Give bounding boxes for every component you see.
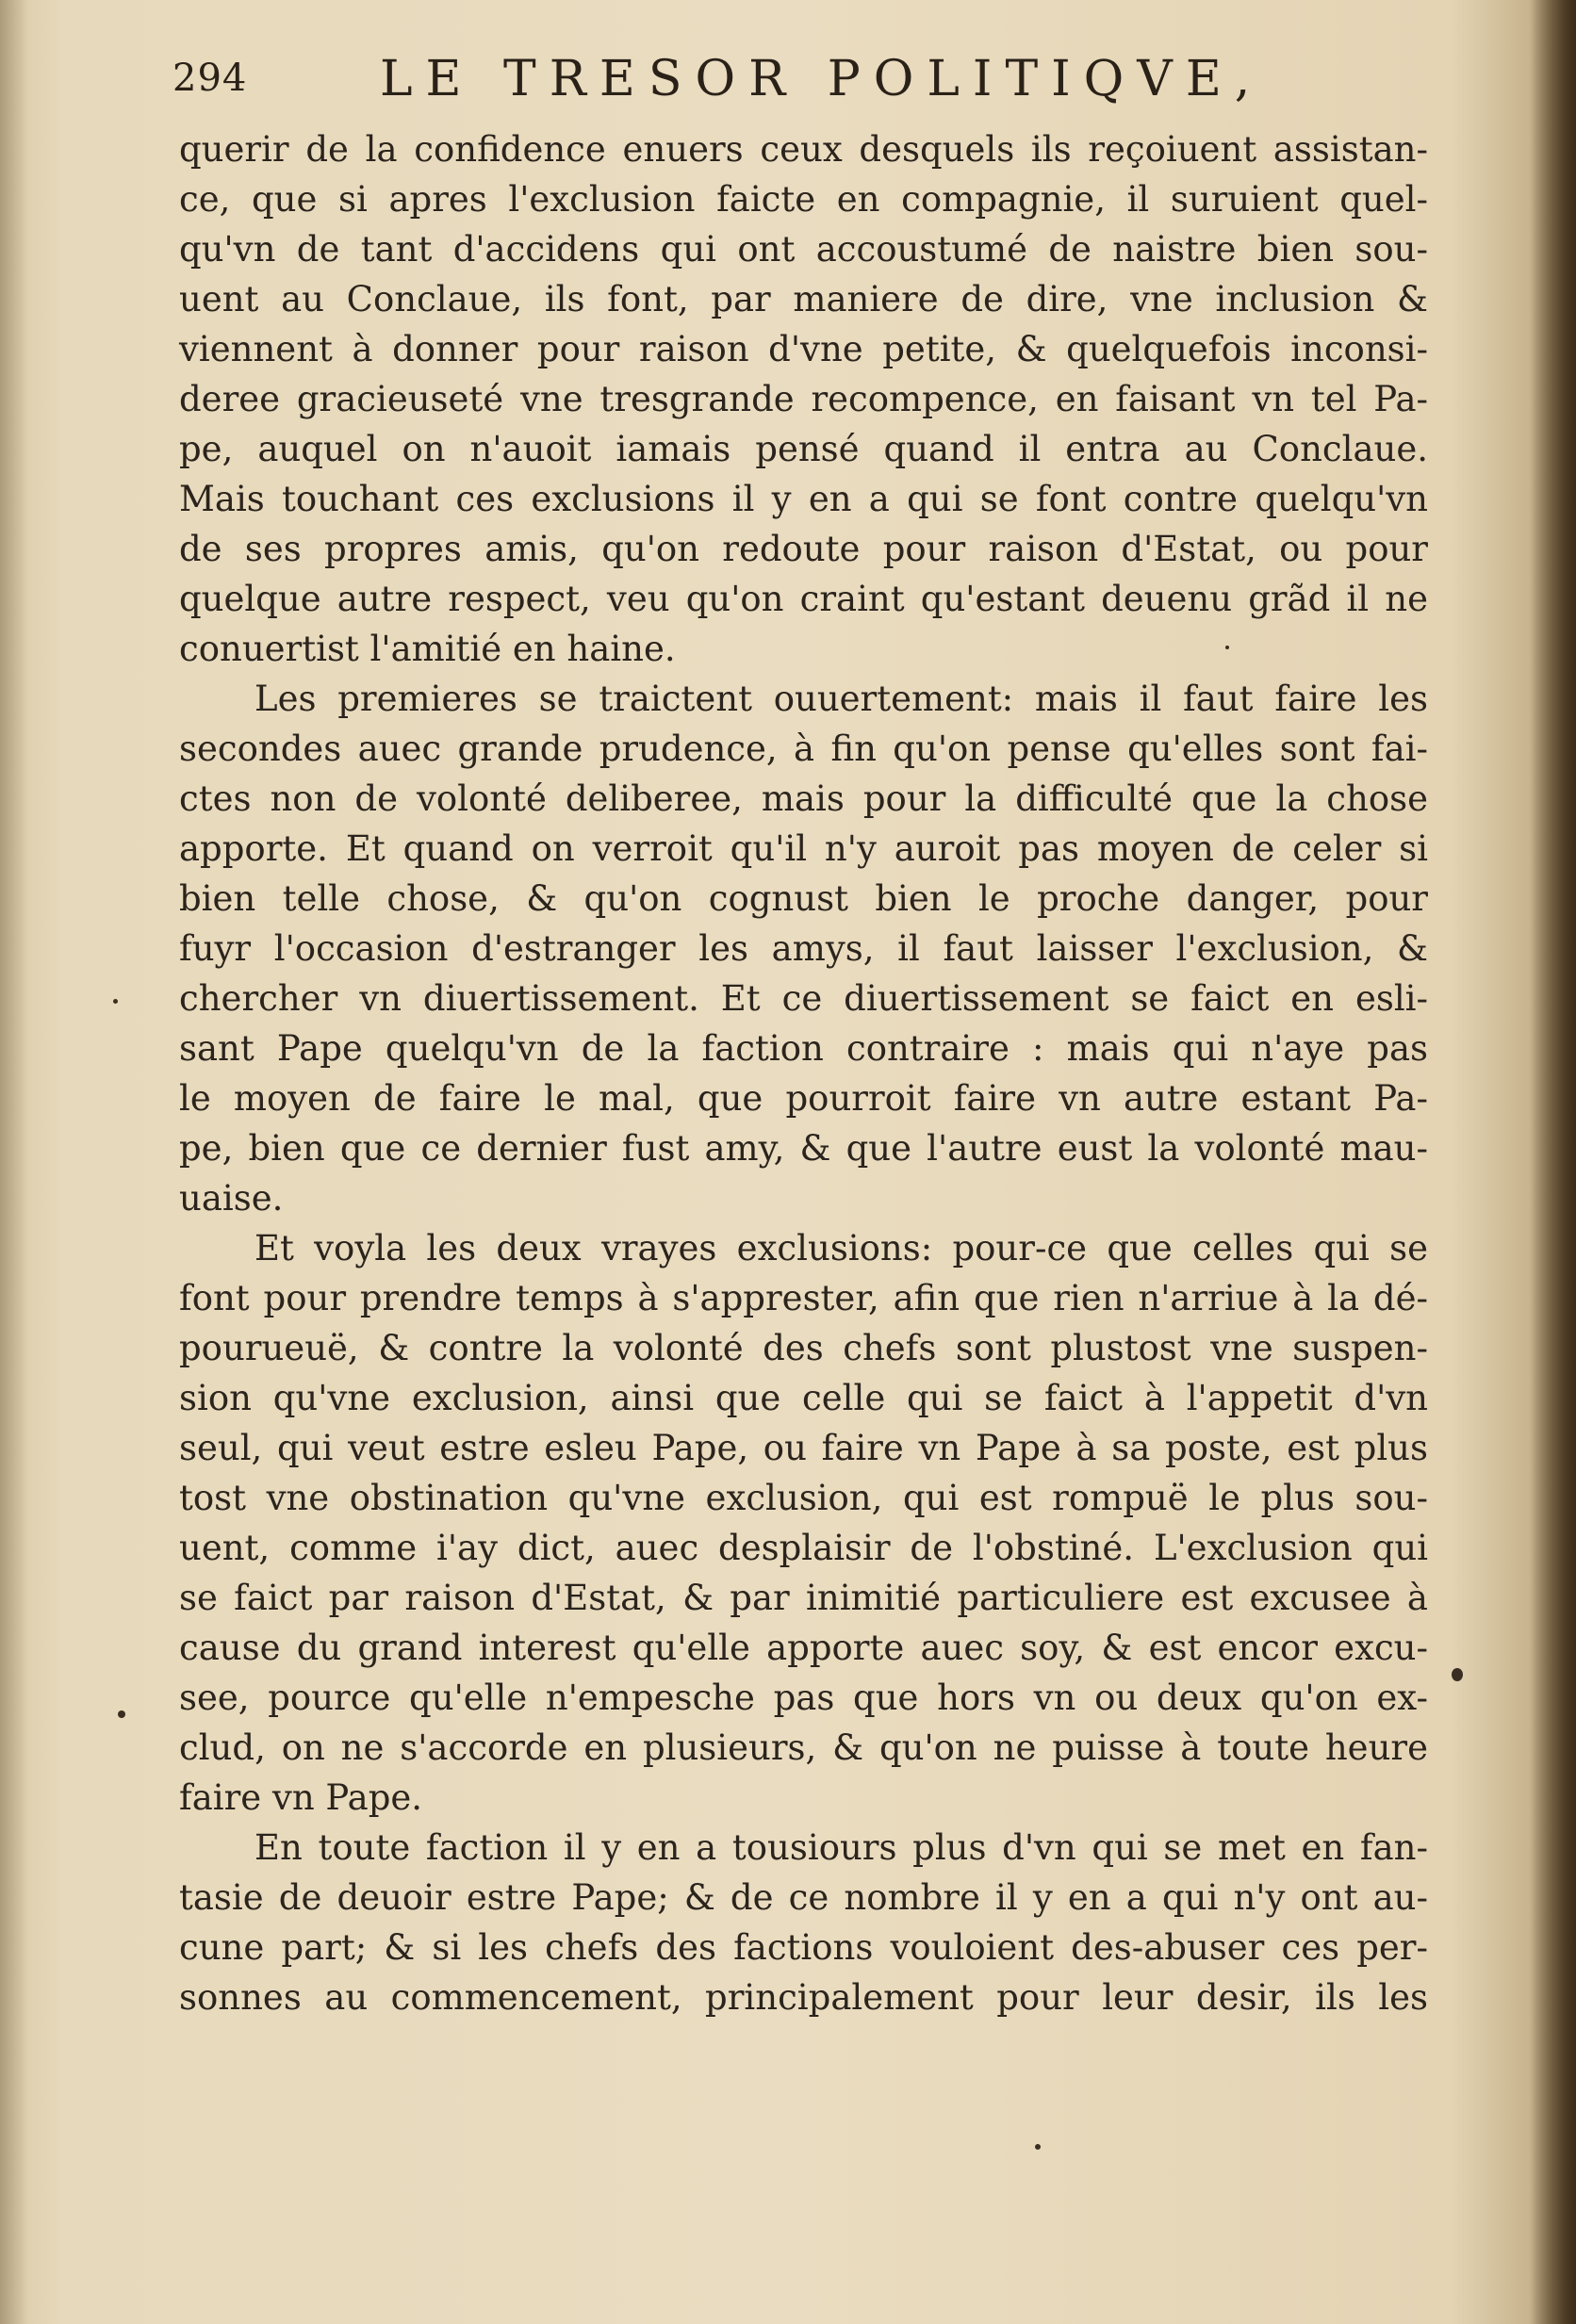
text-line: seul, qui veut estre esleu Pape, ou faire vn Pape à sa poste, est plus: [179, 1428, 1428, 1468]
gutter-shadow: [0, 0, 28, 2324]
text-line: faire vn Pape.: [179, 1777, 423, 1818]
text-line: pe, bien que ce dernier fust amy, & que l'autre eust la volonté mau-: [179, 1128, 1428, 1169]
text-line: le moyen de faire le mal, que pourroit faire vn autre estant Pa-: [179, 1078, 1428, 1119]
text-line: cause du grand interest qu'elle apporte auec soy, & est encor excu-: [179, 1628, 1428, 1668]
text-line: sonnes au commencement, principalement pour leur desir, ils les: [179, 1977, 1428, 2018]
text-line: sant Pape quelqu'vn de la faction contraire : mais qui n'aye pas: [179, 1028, 1428, 1069]
text-line: pe, auquel on n'auoit iamais pensé quand il entra au Conclaue.: [179, 429, 1428, 469]
text-line: bien telle chose, & qu'on cognust bien le proche danger, pour: [179, 878, 1428, 919]
text-line: conuertist l'amitié en haine.: [179, 629, 676, 669]
running-title: LE TRESOR POLITIQVE,: [380, 51, 1264, 107]
text-line: qu'vn de tant d'accidens qui ont accoustumé de naistre bien sou-: [179, 229, 1428, 270]
text-line: uaise.: [179, 1178, 284, 1219]
text-line: sion qu'vne exclusion, ainsi que celle qui se faict à l'appetit d'vn: [179, 1378, 1428, 1418]
text-line: pourueuë, & contre la volonté des chefs sont plustost vne suspen-: [179, 1328, 1428, 1368]
text-line: quelque autre respect, veu qu'on craint qu'estant deuenu grãd il ne: [179, 579, 1428, 619]
text-line: apporte. Et quand on verroit qu'il n'y auroit pas moyen de celer si: [179, 828, 1428, 869]
body-text: [179, 124, 1428, 2022]
text-line: tost vne obstination qu'vne exclusion, qui est rompuë le plus sou-: [179, 1478, 1428, 1518]
text-line: En toute faction il y en a tousiours plus d'vn qui se met en fan-: [254, 1827, 1428, 1868]
text-line: deree gracieuseté vne tresgrande recompence, en faisant vn tel Pa-: [179, 379, 1428, 419]
page-header: [172, 47, 1426, 132]
text-line: uent, comme i'ay dict, auec desplaisir de l'obstiné. L'exclusion qui: [179, 1528, 1428, 1568]
text-line: ctes non de volonté deliberee, mais pour la difficulté que la chose: [179, 778, 1428, 819]
page-number: 294: [172, 57, 248, 100]
text-line: font pour prendre temps à s'apprester, afin que rien n'arriue à la dé-: [179, 1278, 1428, 1318]
paper-speck: [1035, 2144, 1041, 2150]
text-line: Les premieres se traictent ouuertement: mais il faut faire les: [254, 679, 1428, 719]
text-line: de ses propres amis, qu'on redoute pour raison d'Estat, ou pour: [179, 529, 1428, 569]
text-line: cune part; & si les chefs des factions vouloient des-abuser ces per-: [179, 1927, 1428, 1968]
text-line: viennent à donner pour raison d'vne petite, & quelquefois inconsi-: [179, 329, 1428, 369]
paper-speck: [1452, 1668, 1463, 1681]
text-line: fuyr l'occasion d'estranger les amys, il faut laisser l'exclusion, &: [179, 928, 1428, 969]
text-line: chercher vn diuertissement. Et ce diuertissement se faict en esli-: [179, 978, 1428, 1019]
text-line: se faict par raison d'Estat, & par inimitié particuliere est excusee à: [179, 1578, 1428, 1618]
page-edge-shadow: [1531, 0, 1576, 2324]
text-line: querir de la confidence enuers ceux desquels ils reçoiuent assistan-: [179, 129, 1428, 170]
text-line: clud, on ne s'accorde en plusieurs, & qu'on ne puisse à toute heure: [179, 1727, 1428, 1768]
text-line: tasie de deuoir estre Pape; & de ce nombre il y en a qui n'y ont au-: [179, 1877, 1428, 1918]
text-line: Et voyla les deux vrayes exclusions: pour-ce que celles qui se: [254, 1228, 1428, 1268]
text-line: uent au Conclaue, ils font, par maniere de dire, vne inclusion &: [179, 279, 1428, 319]
paper-speck: [1225, 646, 1229, 649]
text-line: Mais touchant ces exclusions il y en a qui se font contre quelqu'vn: [179, 479, 1428, 519]
text-line: secondes auec grande prudence, à fin qu'on pense qu'elles sont fai-: [179, 728, 1428, 769]
paper-speck: [118, 1710, 125, 1718]
paper-speck: [113, 999, 118, 1004]
text-line: ce, que si apres l'exclusion faicte en compagnie, il suruient quel-: [179, 179, 1428, 220]
text-line: see, pource qu'elle n'empesche pas que hors vn ou deux qu'on ex-: [179, 1678, 1428, 1718]
